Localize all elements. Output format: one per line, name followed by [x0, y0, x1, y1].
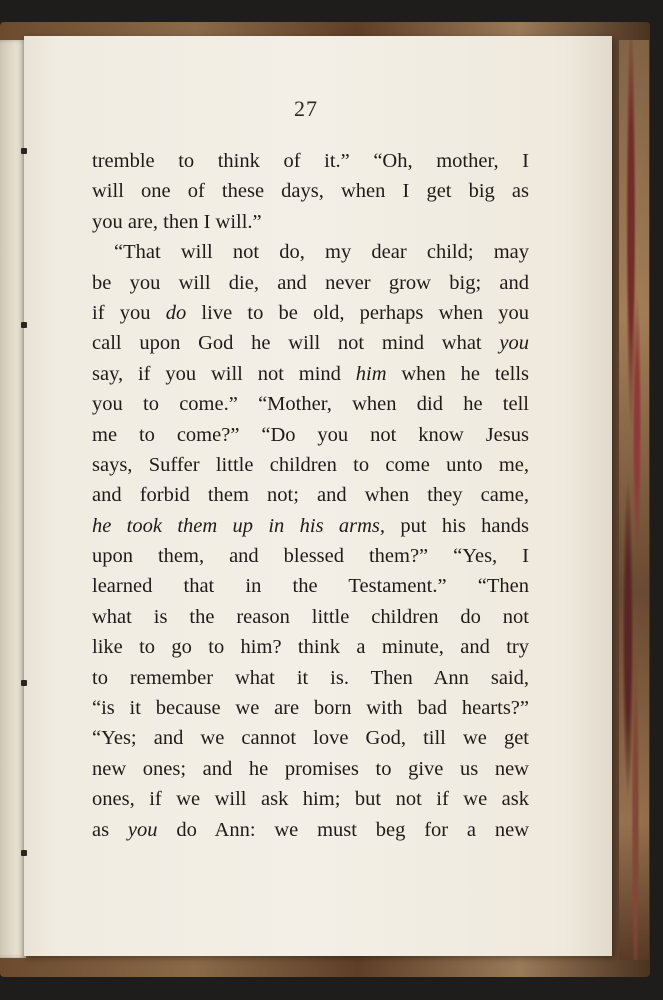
- text-span: ones, if we will ask him; but not if we ask: [92, 788, 529, 811]
- text-span: me to come?” “Do you not know Jesus: [92, 423, 529, 446]
- text-line: [92, 663, 529, 693]
- text-span: “Yes; and we cannot love God, till we get: [92, 727, 529, 750]
- text-line: [92, 632, 529, 662]
- text-span: upon them, and blessed them?” “Yes, I: [92, 545, 529, 568]
- text-span: say, if you will not mind: [92, 362, 356, 385]
- text-span: as: [92, 818, 128, 841]
- text-span: “That will not do, my dear child; may: [114, 241, 529, 264]
- text-span: you to come.” “Mother, when did he tell: [92, 393, 529, 416]
- text-line: [92, 602, 529, 632]
- text-line: [92, 146, 529, 176]
- text-line: [92, 207, 529, 237]
- facing-page-edge: [0, 40, 26, 958]
- text-span: what is the reason little children do not: [92, 605, 529, 628]
- text-span: like to go to him? think a minute, and try: [92, 636, 529, 659]
- text-span: if you: [92, 301, 166, 324]
- marbled-edge: [619, 40, 649, 960]
- text-line: [92, 298, 529, 328]
- body-text: [92, 146, 529, 845]
- italic-text: you: [499, 332, 529, 355]
- text-span: do Ann: we must beg for a new: [157, 818, 529, 841]
- text-line: [92, 511, 529, 541]
- text-span: live to be old, perhaps when you: [186, 301, 529, 324]
- text-line: [92, 237, 529, 267]
- text-span: put his hands: [385, 514, 529, 537]
- text-line: [92, 176, 529, 206]
- text-line: [92, 328, 529, 358]
- text-span: will one of these days, when I get big as: [92, 180, 529, 203]
- text-span: call upon God he will not mind what: [92, 332, 500, 355]
- text-line: [92, 754, 529, 784]
- text-span: you are, then I will.”: [92, 210, 262, 233]
- text-line: [92, 693, 529, 723]
- text-span: to remember what it is. Then Ann said,: [92, 666, 529, 689]
- text-line: [92, 815, 529, 845]
- text-span: tremble to think of it.” “Oh, mother, I: [92, 150, 529, 172]
- text-span: says, Suffer little children to come unto me,: [92, 453, 529, 476]
- binding-stitch: [21, 850, 27, 856]
- text-line: [92, 450, 529, 480]
- binding-stitch: [21, 680, 27, 686]
- binding-stitch: [21, 148, 27, 154]
- text-line: [92, 541, 529, 571]
- text-line: [92, 420, 529, 450]
- italic-text: him: [355, 362, 387, 385]
- text-line: [92, 359, 529, 389]
- text-span: be you will die, and never grow big; and: [92, 271, 529, 294]
- text-span: “is it because we are born with bad hearts?”: [92, 697, 529, 720]
- text-line: [92, 723, 529, 753]
- page-number: 27: [294, 96, 318, 121]
- binding-stitch: [21, 322, 27, 328]
- text-span: when he tells: [386, 362, 529, 385]
- text-span: learned that in the Testament.” “Then: [92, 575, 529, 598]
- text-line: [92, 480, 529, 510]
- italic-text: do: [165, 301, 187, 324]
- text-span: and forbid them not; and when they came,: [92, 484, 529, 507]
- italic-text: he took them up in his arms,: [92, 514, 386, 537]
- text-line: [92, 389, 529, 419]
- text-line: [92, 784, 529, 814]
- italic-text: you: [127, 818, 158, 841]
- text-line: [92, 571, 529, 601]
- text-line: [92, 268, 529, 298]
- text-span: new ones; and he promises to give us new: [92, 757, 529, 780]
